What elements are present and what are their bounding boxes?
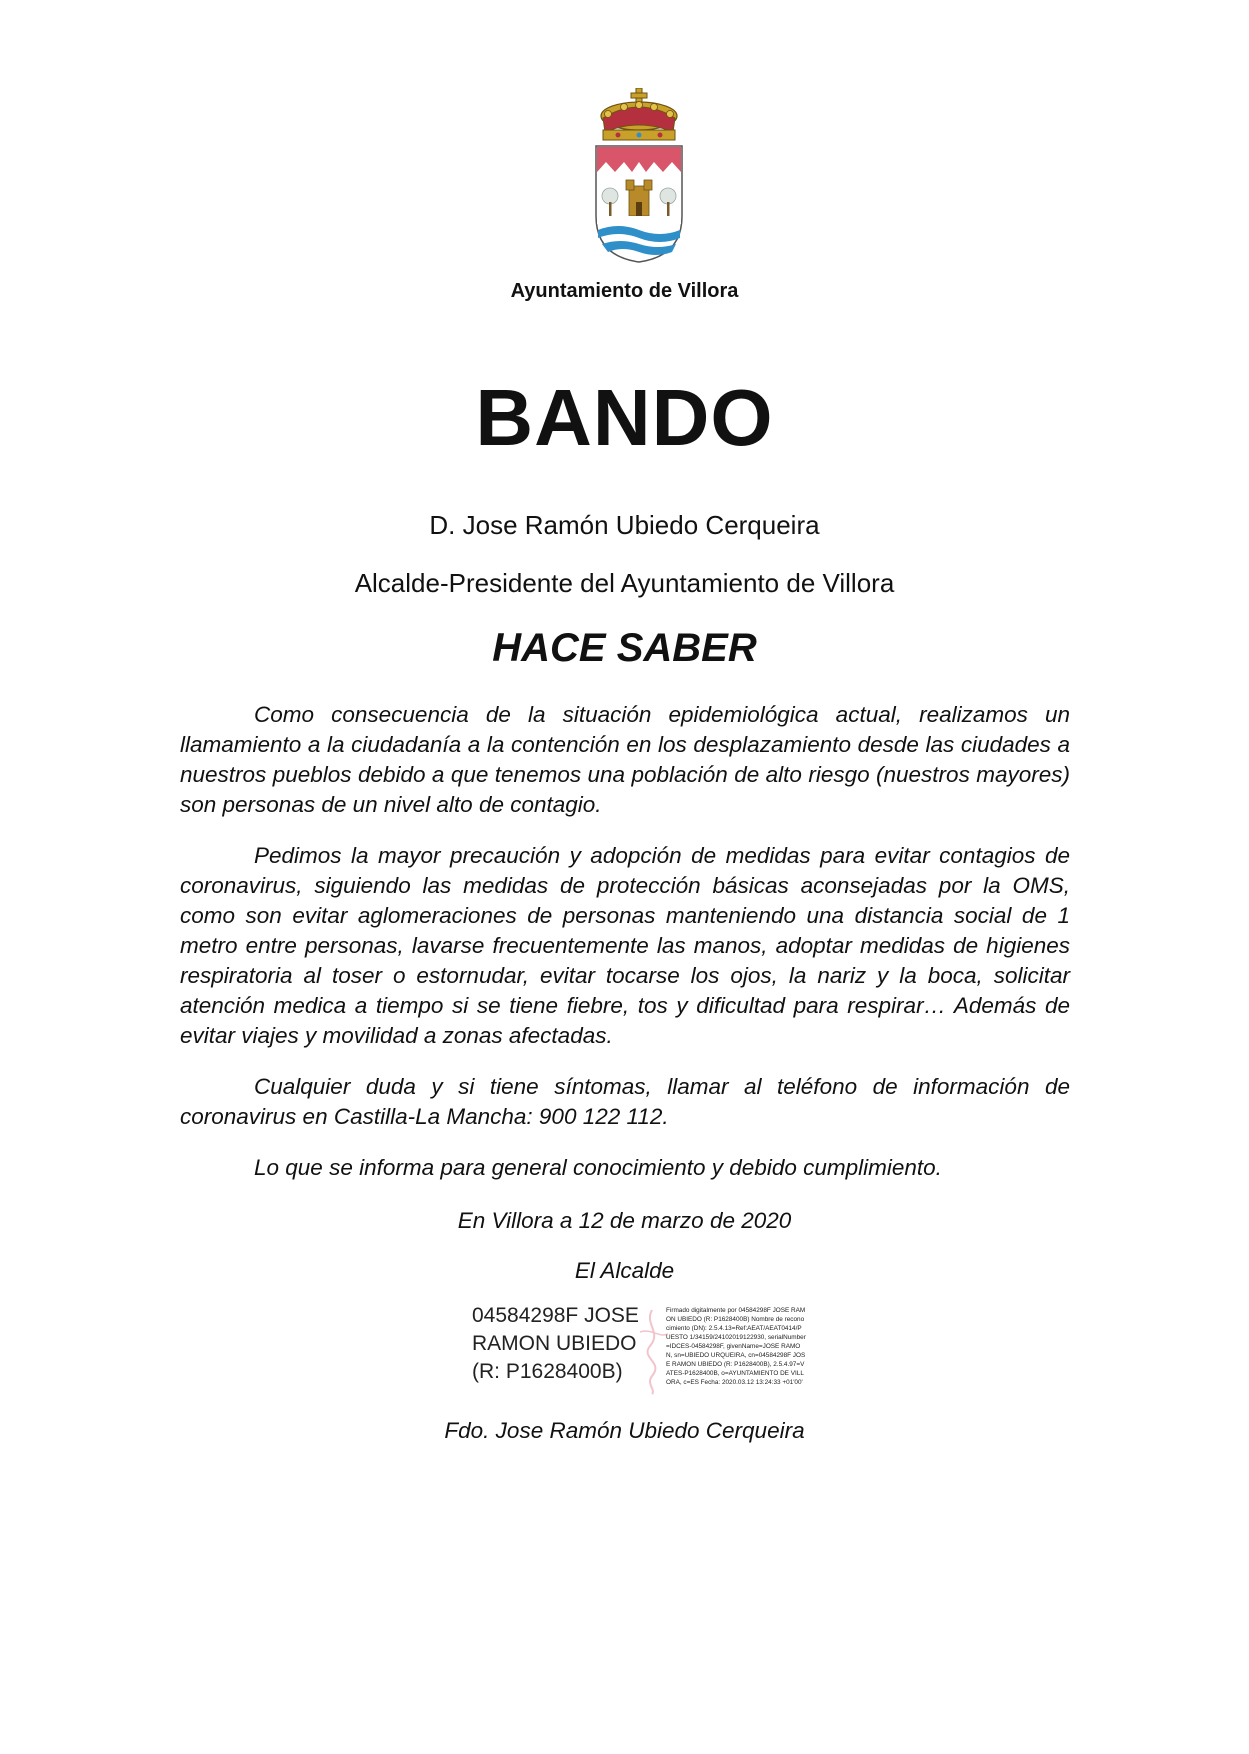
paragraph: Lo que se informa para general conocimiento y debido cumplimiento. — [254, 1155, 942, 1180]
body-text — [180, 700, 1070, 1204]
council-name: Ayuntamiento de Villora — [510, 280, 739, 302]
coat-of-arms-icon — [588, 88, 690, 264]
signature-name-line: 04584298F JOSE — [472, 1304, 639, 1327]
announcement-heading: HACE SABER — [492, 626, 757, 670]
place-date: En Villora a 12 de marzo de 2020 — [457, 1208, 792, 1233]
mayor-title: Alcalde-Presidente del Ayuntamiento de Villora — [354, 568, 895, 598]
signature-details: Firmado digitalmente por 04584298F JOSE RAMON UBIEDO (R: P1628400B) Nombre de reconocimiento (DN): 2.5.4.13=Ref:AEAT/AEAT0414/PUESTO 1/34159/24102019122930, serialNumber=IDCES-04584298F, givenName=JOSE RAMON, sn=UBIEDO URQUEIRA, cn=04584298F JOSE RAMON UBIEDO (R: P1628400B), 2.5.4.97=VATES-P1628400B, o=AYUNTAMIENTO DE VILLORA, c=ES Fecha: 2020.03.12 13:24:33 +01'00' — [666, 1307, 806, 1386]
signature-name — [472, 1302, 662, 1386]
signature-name-line: (R: P1628400B) — [472, 1360, 623, 1383]
signer-name: Fdo. Jose Ramón Ubiedo Cerqueira — [444, 1418, 805, 1443]
signature-name-line: RAMON UBIEDO — [472, 1332, 637, 1355]
paragraph: Como consecuencia de la situación epidemiológica actual, realizamos un llamamiento a la ciudadanía a la contención en los desplazamiento desde las ciudades a nuestros pueblos debido a que tenemos una población de alto riesgo (nuestros mayores) son personas de un nivel alto de contagio. — [180, 702, 1070, 817]
paragraph: Pedimos la mayor precaución y adopción de medidas para evitar contagios de coronavirus, siguiendo las medidas de protección básicas aconsejadas por la OMS, como son evitar aglomeraciones de personas manteniendo una distancia social de 1 metro entre personas, lavarse frecuentemente las manos, adoptar medidas de higienes respiratoria al toser o estornudar, evitar tocarse los ojos, la nariz y la boca, solicitar atención medica a tiempo si se tiene fiebre, tos y dificultad para respirar… Además de evitar viajes y movilidad a zonas afectadas. — [180, 843, 1070, 1048]
document-title: BANDO — [475, 373, 774, 462]
paragraph: Cualquier duda y si tiene síntomas, llamar al teléfono de información de coronavirus en Castilla-La Mancha: 900 122 112. — [180, 1074, 1070, 1129]
signer-role: El Alcalde — [574, 1258, 675, 1283]
mayor-name: D. Jose Ramón Ubiedo Cerqueira — [429, 510, 820, 540]
digital-signature — [472, 1302, 812, 1398]
